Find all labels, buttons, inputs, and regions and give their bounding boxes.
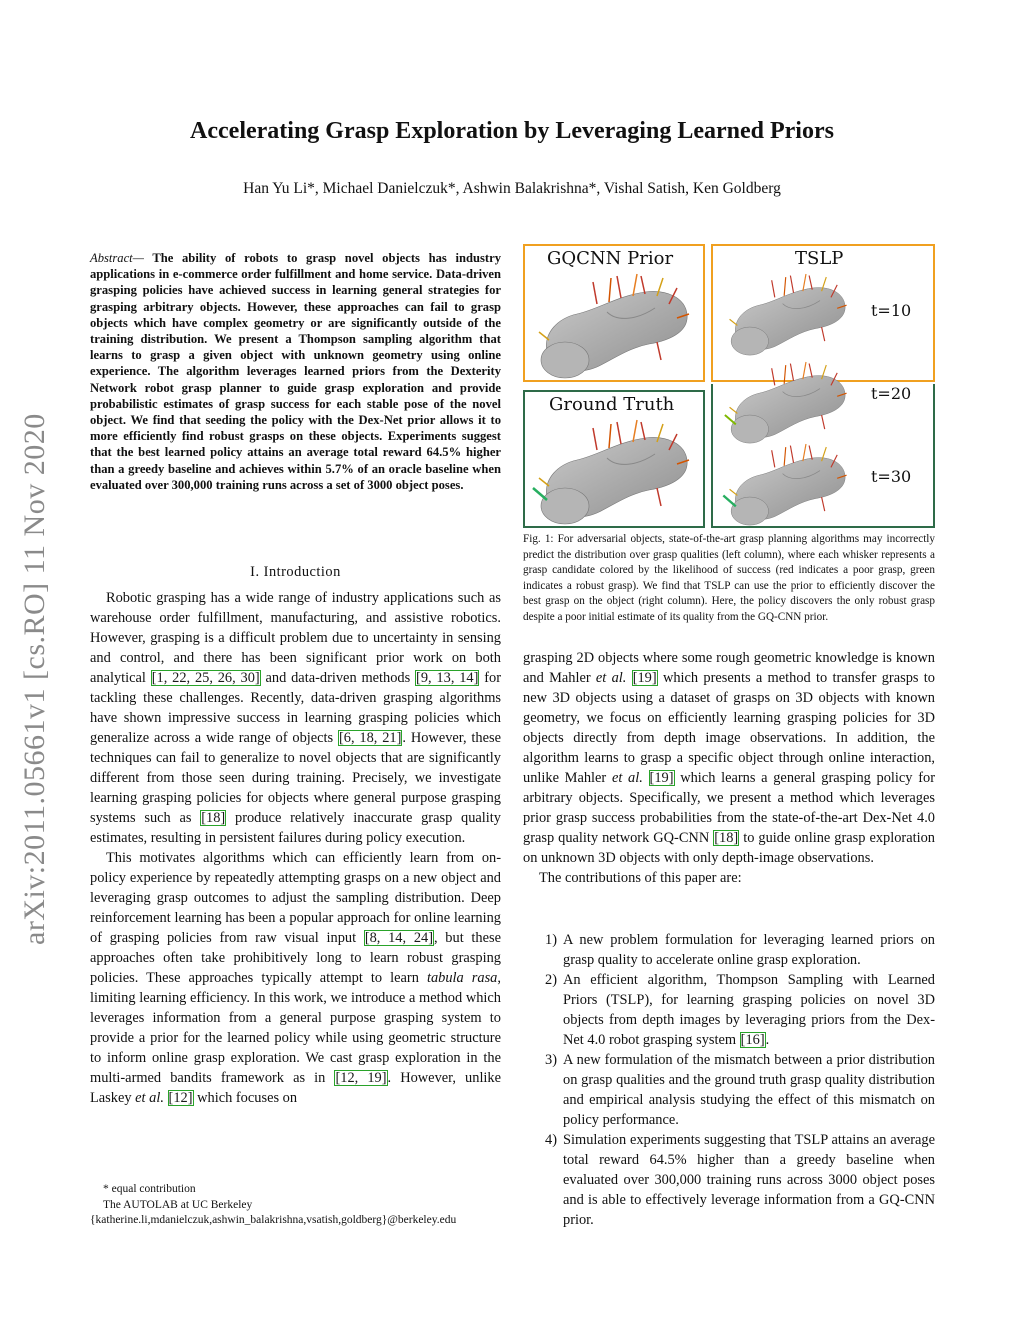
arxiv-stamp: arXiv:2011.05661v1 [cs.RO] 11 Nov 2020 [18,413,51,945]
abstract-label: Abstract— [90,251,144,265]
intro-paragraph-2: This motivates algorithms which can efficiently learn from on-policy experience by repeatedly attempting grasps on a new object and leveraging grasp outcomes to adjust the sampling distribution. Deep reinforcement learning has been a popular approach for online learning of grasping policies from raw visual input [8, 14, 24], but these approaches often take prohibitively long to learn robust grasping policies. These approaches typically attempt to learn tabula rasa, limiting learning efficiency. In this work, we introduce a method which leverages information from a general purpose grasping system to provide a prior for the learned policy while using geometric structure to inform online grasp exploration. We cast grasp exploration in the multi-armed bandits framework as in [12, 19]. However, unlike Laskey et al. [12] which focuses on [90,850,502,1106]
label-gqcnn-prior: GQCNN Prior [547,248,674,269]
list-item: 3) A new formulation of the mismatch between a prior distribution on grasp qualities and the ground truth grasp quality distribution and empirical analysis studying the effect of this mismatch on policy performance. [545,1052,935,1128]
citation-link[interactable]: [8, 14, 24] [364,930,433,946]
list-item: 2) An efficient algorithm, Thompson Sampling with Learned Priors (TSLP), for learning grasping policies on novel 3D objects from depth images by leveraging priors from the Dex-Net 4.0 robot grasping system [16]. [545,972,935,1048]
right-paragraph-1: grasping 2D objects where some rough geometric knowledge is known and Mahler et al. [19] which presents a method to transfer grasps to new 3D objects using a dataset of grasps on 3D objects with known geometry, we focus on efficiently learning grasping policies for 3D objects directly from depth image observations. In addition, the algorithm learns to grasp a specific object through online interaction, unlike Mahler et al. [19] which learns a general grasping policy for arbitrary objects. Specifically, we present a method which leverages prior grasp success probabilities from the state-of-the-art Dex-Net 4.0 grasp quality network GQ-CNN [18] to guide online grasp exploration on unknown 3D objects with only depth-image observations. [523,650,935,866]
contributions-list [523,930,935,1230]
intro-paragraph-1: Robotic grasping has a wide range of industry applications such as warehouse order fulfillment, manufacturing, and assistive robotics. However, grasping is a difficult problem due to uncertainty in sensing and control, and there has been significant prior work on both analytical [1, 22, 25, 26, 30] and data-driven methods [9, 13, 14] for tackling these challenges. Recently, data-driven grasping algorithms have shown impressive success in learning grasping policies which generalize across a wide range of objects [6, 18, 21]. However, these techniques can fail to generalize to novel objects that are significantly different from those seen during training. Precisely, we investigate learning grasping policies for objects where general purpose grasping systems such as [18] produce relatively inaccurate grasp quality estimates, resulting in persistent failures during policy execution. [90,590,502,846]
section-heading: I. Introduction [250,564,341,580]
list-item: 4) Simulation experiments suggesting that TSLP attains an average total reward 64.5% higher than a greedy baseline when evaluated over 300,000 training runs across 3000 object poses and is able to effectively leverage information from a GQ-CNN prior. [545,1132,935,1228]
label-ground-truth: Ground Truth [549,394,675,415]
citation-link[interactable]: [16] [740,1032,765,1048]
footnote [90,1182,457,1229]
figure-caption: Fig. 1: For adversarial objects, state-of-the-art grasp planning algorithms may incorrectly predict the distribution over grasp qualities (left column), where each whisker represents a grasp candidate colored by the likelihood of success (red indicates a poor grasp, green indicates a robust grasp). We find that TSLP can use the prior to efficiently discover the best grasp on the object (right column). Here, the policy discovers the only robust grasp despite a poor initial estimate of its quality from the GQ-CNN prior. [523,533,935,623]
label-t30: t=30 [871,467,912,486]
citation-link[interactable]: [12] [168,1090,193,1106]
abstract-text: The ability of robots to grasp novel objects has industry applications in e-commerce order fulfillment and home service. Data-driven grasping policies have achieved success in learning general strategies for grasping arbitrary objects. However, these approaches can fail to grasp objects which have complex geometry or are significantly outside of the training distribution. We present a Thompson sampling algorithm that learns to grasp a given object with unknown geometry using online experience. The algorithm leverages learned priors from the Dexterity Network robot grasp planner to guide grasp exploration and provide probabilistic estimates of grasp success for each stable pose of the novel object. We find that seeding the policy with the Dex-Net prior allows it to more efficiently find robust grasps on these objects. Experiments suggest that the best learned policy attains an average total reward 64.5% higher than a greedy baseline and achieves within 5.7% of an oracle baseline when evaluated over 300,000 training runs across a set of 3000 object poses. [90,251,501,492]
author-list: Han Yu Li*, Michael Danielczuk*, Ashwin Balakrishna*, Vishal Satish, Ken Goldberg [243,180,781,197]
abstract [90,250,501,493]
label-t20: t=20 [871,384,912,403]
contributions-intro: The contributions of this paper are: [539,870,742,886]
label-tslp: TSLP [795,248,844,269]
citation-link[interactable]: [19] [649,770,674,786]
right-column-body [523,648,935,888]
label-t10: t=10 [871,301,912,320]
citation-link[interactable]: [19] [632,670,657,686]
footnote-affiliation: The AUTOLAB at UC Berkeley [103,1198,253,1211]
citation-link[interactable]: [12, 19] [335,1070,387,1086]
paper-title: Accelerating Grasp Exploration by Leveraging Learned Priors [190,118,834,144]
citation-link[interactable]: [18] [714,830,739,846]
citation-link[interactable]: [1, 22, 25, 26, 30] [151,670,260,686]
footnote-emails: {katherine.li,mdanielczuk,ashwin_balakrishna,vsatish,goldberg}@berkeley.edu [90,1214,457,1226]
citation-link[interactable]: [18] [201,810,226,826]
left-column-body [90,588,501,1108]
list-item: 1) A new problem formulation for leveraging learned priors on grasp quality to accelerate online grasp exploration. [545,932,935,968]
citation-link[interactable]: [6, 18, 21] [338,730,402,746]
footnote-equal-contribution: * equal contribution [103,1183,196,1195]
citation-link[interactable]: [9, 13, 14] [416,670,479,686]
figure-1 [523,244,935,528]
